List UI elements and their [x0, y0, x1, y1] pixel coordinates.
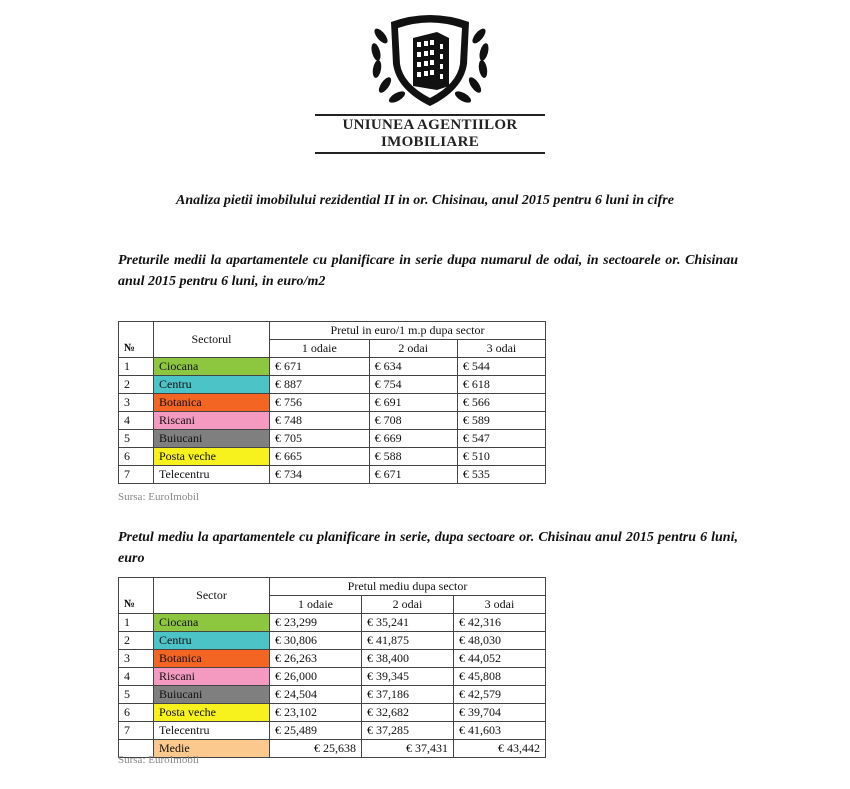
table1-source: Sursa: EuroImobil	[118, 491, 199, 503]
column-header: 1 odaie	[270, 596, 362, 614]
value-cell: € 708	[369, 412, 457, 430]
column-header: 3 odai	[454, 596, 546, 614]
table-row	[119, 704, 546, 722]
table1-title: Preturile medii la apartamentele cu planificare in serie dupa numarul de odai, in sectoarele or. Chisinau anul 2015 pentru 6 luni, in euro/m2	[118, 253, 738, 289]
brand-name: UNIUNEA AGENTIILOR IMOBILIARE	[315, 114, 545, 154]
sector-cell: Riscani	[154, 412, 270, 430]
row-number: 7	[119, 466, 154, 484]
table1-header-row	[119, 322, 546, 340]
sector-cell: Ciocana	[154, 614, 270, 632]
table2-title: Pretul mediu la apartamentele cu planificare in serie, dupa sectoare or. Chisinau anul 2015 pentru 6 luni, euro	[118, 530, 738, 566]
sector-header: Sectorul	[154, 322, 270, 358]
value-cell: € 38,400	[362, 650, 454, 668]
value-cell: € 887	[270, 376, 370, 394]
table2-source: Sursa: EuroImobil	[118, 754, 199, 766]
value-cell: € 37,186	[362, 686, 454, 704]
table-row	[119, 394, 546, 412]
value-cell: € 589	[457, 412, 545, 430]
value-cell: € 26,263	[270, 650, 362, 668]
row-number: 3	[119, 394, 154, 412]
table-row	[119, 632, 546, 650]
sector-header: Sector	[154, 578, 270, 614]
average-value: € 43,442	[454, 740, 546, 758]
average-price-table	[118, 577, 546, 758]
value-cell: € 32,682	[362, 704, 454, 722]
table-row	[119, 614, 546, 632]
value-cell: € 618	[457, 376, 545, 394]
column-header: 1 odaie	[270, 340, 370, 358]
value-cell: € 24,504	[270, 686, 362, 704]
sector-cell: Centru	[154, 632, 270, 650]
value-cell: € 588	[369, 448, 457, 466]
number-header: №	[119, 578, 154, 614]
value-cell: € 42,579	[454, 686, 546, 704]
value-cell: € 41,603	[454, 722, 546, 740]
value-cell: € 634	[369, 358, 457, 376]
row-number: 4	[119, 668, 154, 686]
column-header: 2 odai	[369, 340, 457, 358]
value-cell: € 37,285	[362, 722, 454, 740]
value-cell: € 691	[369, 394, 457, 412]
value-cell: € 748	[270, 412, 370, 430]
row-number: 5	[119, 686, 154, 704]
value-cell: € 30,806	[270, 632, 362, 650]
value-cell: € 23,102	[270, 704, 362, 722]
table-row	[119, 722, 546, 740]
value-cell: € 39,345	[362, 668, 454, 686]
value-cell: € 48,030	[454, 632, 546, 650]
table-row	[119, 448, 546, 466]
sector-cell: Telecentru	[154, 466, 270, 484]
row-number: 1	[119, 358, 154, 376]
value-cell: € 671	[270, 358, 370, 376]
sector-cell: Ciocana	[154, 358, 270, 376]
value-cell: € 510	[457, 448, 545, 466]
table-row	[119, 668, 546, 686]
value-cell: € 535	[457, 466, 545, 484]
sector-cell: Posta veche	[154, 448, 270, 466]
average-label: Medie	[154, 740, 270, 758]
value-cell: € 566	[457, 394, 545, 412]
value-cell: € 35,241	[362, 614, 454, 632]
row-number: 3	[119, 650, 154, 668]
value-cell: € 671	[369, 466, 457, 484]
document-title: Analiza pietii imobilului rezidential II in or. Chisinau, anul 2015 pentru 6 luni in cifre	[176, 193, 674, 208]
sector-cell: Botanica	[154, 394, 270, 412]
table-row	[119, 430, 546, 448]
row-number: 6	[119, 704, 154, 722]
price-header: Pretul in euro/1 m.p dupa sector	[270, 322, 546, 340]
price-per-sqm-table	[118, 321, 546, 484]
price-header: Pretul mediu dupa sector	[270, 578, 546, 596]
table-row	[119, 686, 546, 704]
average-value: € 25,638	[270, 740, 362, 758]
value-cell: € 547	[457, 430, 545, 448]
table-row	[119, 466, 546, 484]
row-number: 6	[119, 448, 154, 466]
value-cell: € 25,489	[270, 722, 362, 740]
sector-cell: Buiucani	[154, 686, 270, 704]
value-cell: € 754	[369, 376, 457, 394]
value-cell: € 45,808	[454, 668, 546, 686]
agency-logo	[315, 8, 545, 150]
row-number: 1	[119, 614, 154, 632]
column-header: 3 odai	[457, 340, 545, 358]
row-number: 2	[119, 376, 154, 394]
table-row	[119, 376, 546, 394]
value-cell: € 705	[270, 430, 370, 448]
sector-cell: Centru	[154, 376, 270, 394]
value-cell: € 665	[270, 448, 370, 466]
value-cell: € 41,875	[362, 632, 454, 650]
table-row	[119, 412, 546, 430]
value-cell: € 734	[270, 466, 370, 484]
row-number: 5	[119, 430, 154, 448]
table2-header-row	[119, 578, 546, 596]
value-cell: € 26,000	[270, 668, 362, 686]
value-cell: € 39,704	[454, 704, 546, 722]
sector-cell: Telecentru	[154, 722, 270, 740]
table-row	[119, 650, 546, 668]
value-cell: € 42,316	[454, 614, 546, 632]
value-cell: € 756	[270, 394, 370, 412]
sector-cell: Riscani	[154, 668, 270, 686]
sector-cell: Botanica	[154, 650, 270, 668]
sector-cell: Buiucani	[154, 430, 270, 448]
value-cell: € 23,299	[270, 614, 362, 632]
row-number: 4	[119, 412, 154, 430]
table-row	[119, 358, 546, 376]
average-value: € 37,431	[362, 740, 454, 758]
value-cell: € 669	[369, 430, 457, 448]
shield-building-icon	[367, 8, 493, 112]
sector-cell: Posta veche	[154, 704, 270, 722]
column-header: 2 odai	[362, 596, 454, 614]
row-number: 7	[119, 722, 154, 740]
value-cell: € 44,052	[454, 650, 546, 668]
value-cell: € 544	[457, 358, 545, 376]
number-header: №	[119, 322, 154, 358]
row-number: 2	[119, 632, 154, 650]
